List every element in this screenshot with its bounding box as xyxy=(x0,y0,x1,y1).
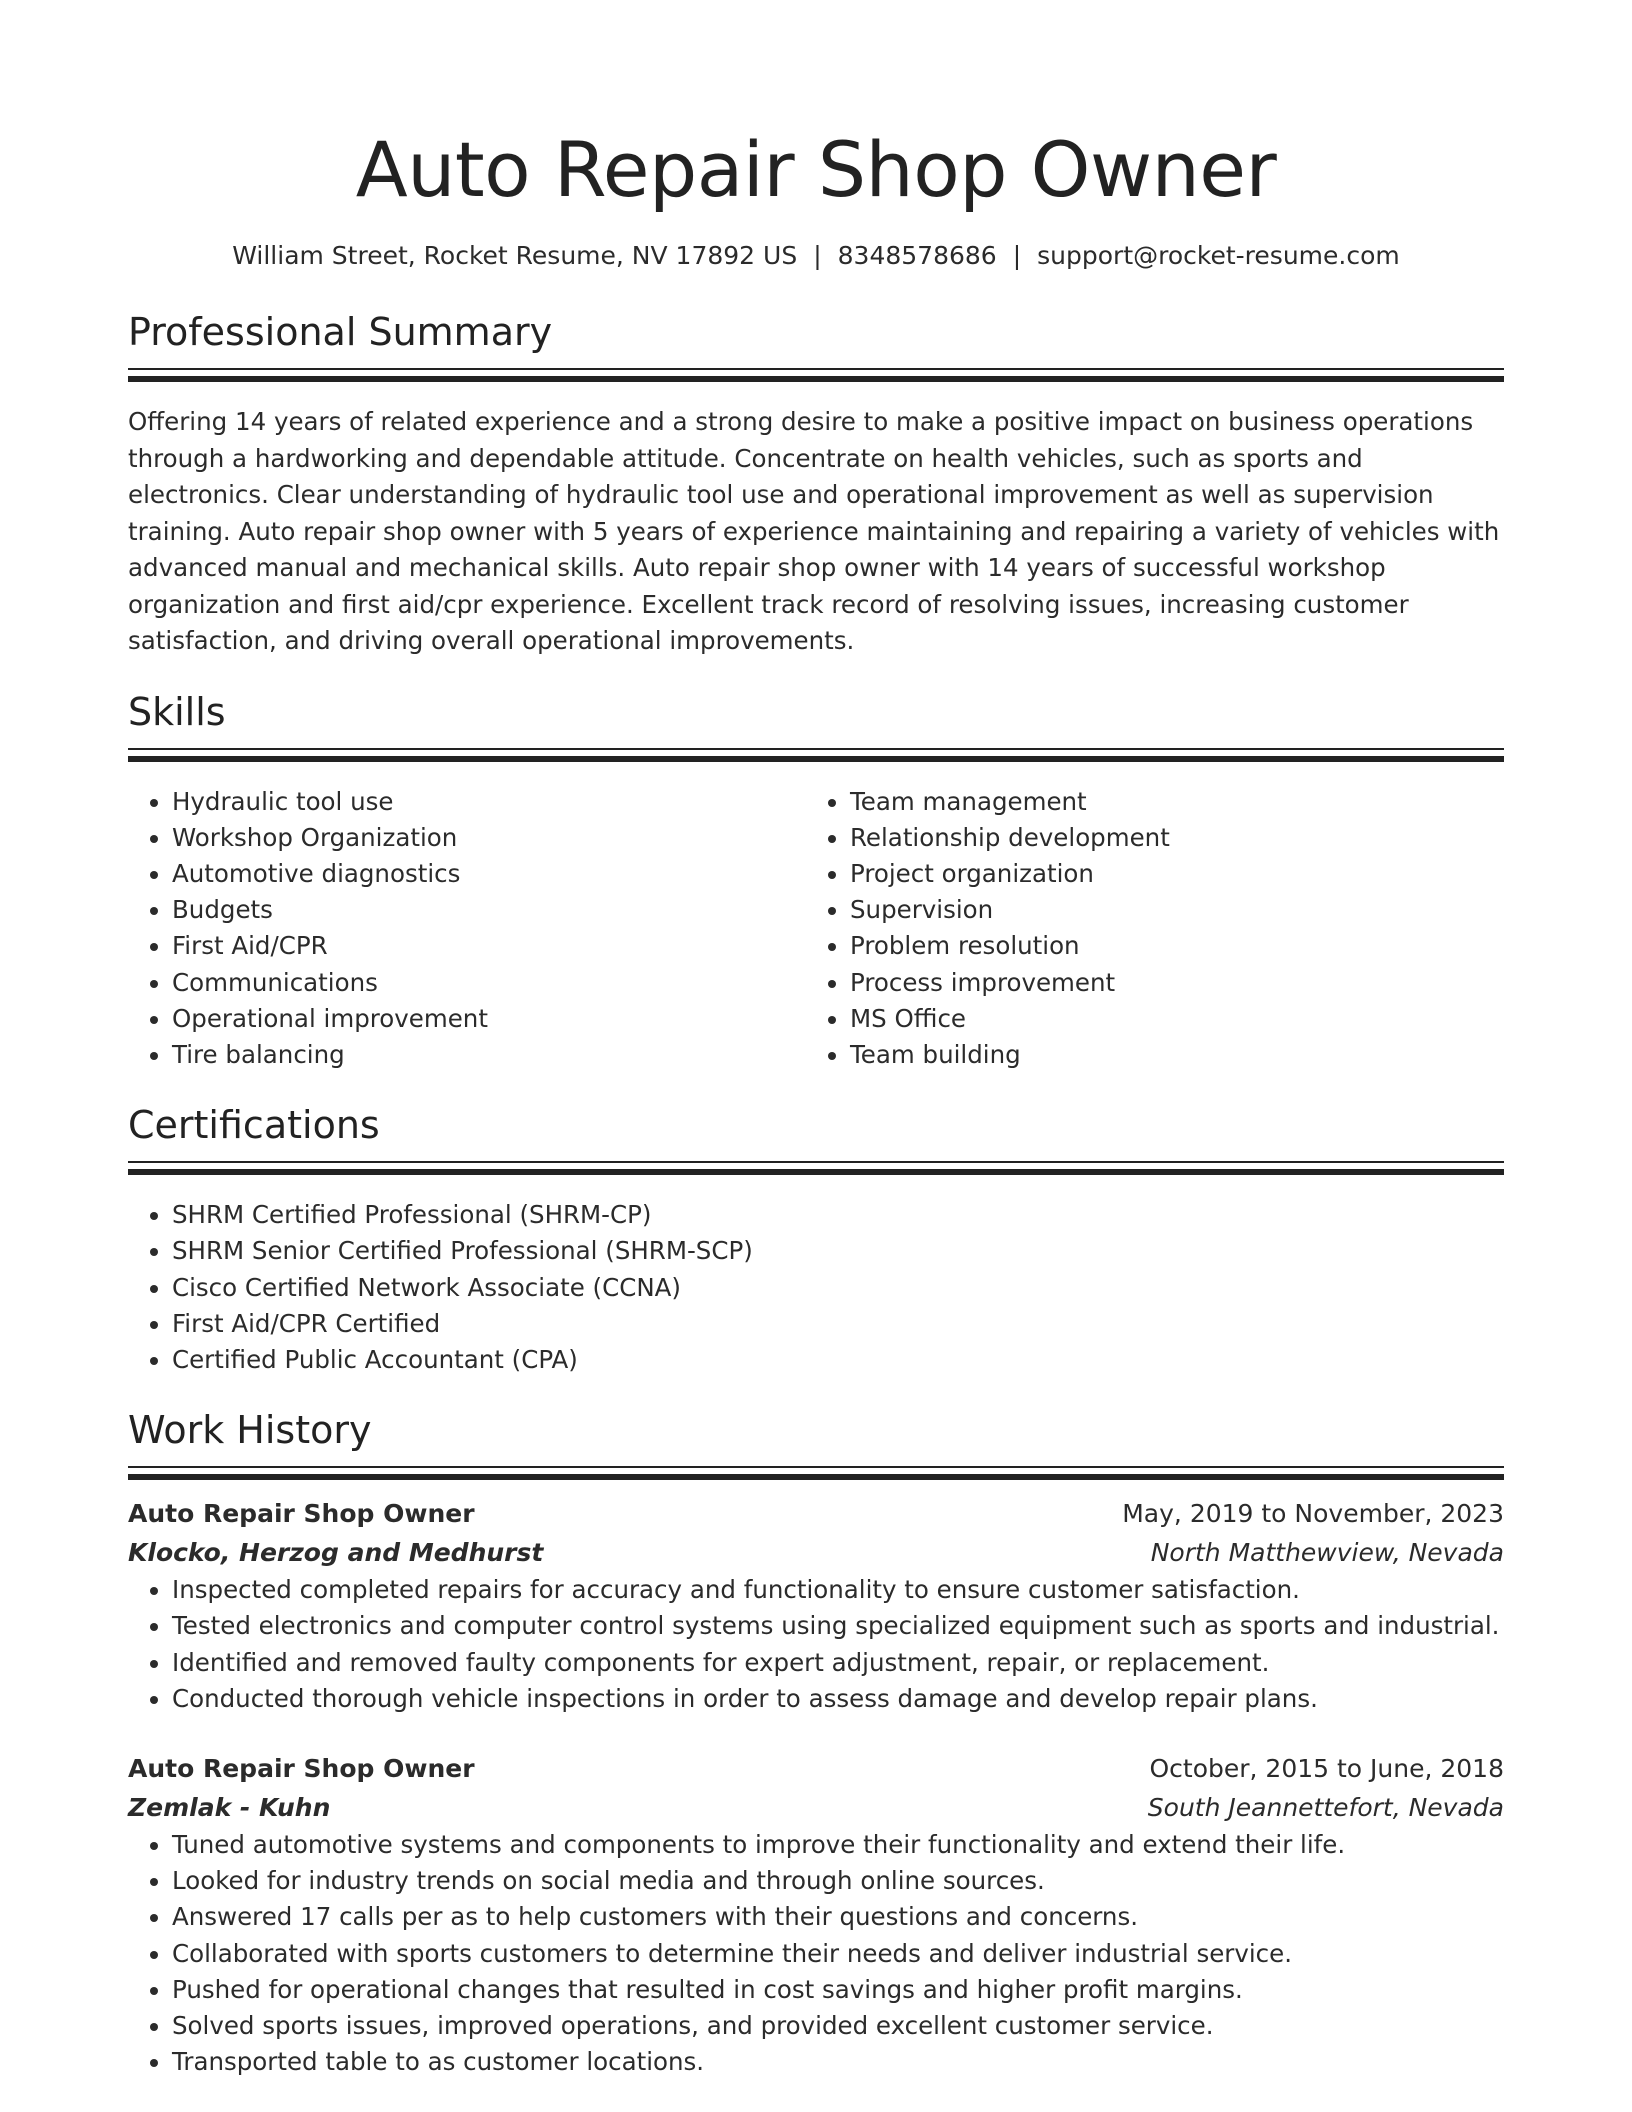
skills-column-left xyxy=(128,784,806,1074)
contact-separator: | xyxy=(1012,241,1022,270)
job-bullet: • Solved sports issues, improved operations, and provided excellent customer service. xyxy=(172,2008,1504,2044)
contact-separator: | xyxy=(813,241,822,270)
job-bullet: • Collaborated with sports customers to determine their needs and deliver industrial service. xyxy=(172,1936,1504,1972)
skill-item: • Project organization xyxy=(850,856,1484,892)
section-title-summary: Professional Summary xyxy=(128,310,553,354)
summary-section xyxy=(128,308,1504,660)
skill-item: • Automotive diagnostics xyxy=(172,856,806,892)
skill-item: • Relationship development xyxy=(850,820,1484,856)
section-divider xyxy=(128,1161,1504,1175)
job-bullet: • Looked for industry trends on social media and through online sources. xyxy=(172,1863,1504,1899)
job-entry xyxy=(128,1749,1504,2080)
section-divider xyxy=(128,1466,1504,1480)
job-location: South Jeannettefort, Nevada xyxy=(1147,1792,1504,1822)
certification-item: • Cisco Certified Network Associate (CCNA) xyxy=(172,1270,1504,1306)
skill-item: • First Aid/CPR xyxy=(172,928,806,964)
skills-columns xyxy=(128,784,1504,1074)
job-entry xyxy=(128,1494,1504,1717)
skill-item: • Team building xyxy=(850,1037,1484,1073)
section-divider xyxy=(128,368,1504,382)
summary-text: Offering 14 years of related experience and a strong desire to make a positive impact on business operations through a hardworking and dependable attitude. Concentrate on health vehicles, such as sports and electronics. Clear understanding of hydraulic tool use and operational improvement as well as supervision training. Auto repair shop owner with 5 years of experience maintaining and repairing a variety of vehicles with advanced manual and mechanical skills. Auto repair shop owner with 14 years of successful workshop organization and first aid/cpr experience. Excellent track record of resolving issues, increasing customer satisfaction, and driving overall operational improvements. xyxy=(128,407,1500,655)
skill-item: • Workshop Organization xyxy=(172,820,806,856)
section-divider xyxy=(128,748,1504,762)
job-dates: May, 2019 to November, 2023 xyxy=(1122,1499,1504,1529)
contact-phone: 8348578686 xyxy=(837,241,997,270)
skill-item: • Process improvement xyxy=(850,965,1484,1001)
skill-item: • Communications xyxy=(172,965,806,1001)
certification-item: • Certified Public Accountant (CPA) xyxy=(172,1342,1504,1378)
section-title-skills: Skills xyxy=(128,689,226,734)
certification-item: • First Aid/CPR Certified xyxy=(172,1306,1504,1342)
skills-column-right xyxy=(806,784,1484,1074)
resume-name: Auto Repair Shop Owner xyxy=(355,125,1277,214)
skill-item: • Budgets xyxy=(172,892,806,928)
job-bullet: • Answered 17 calls per as to help customers with their questions and concerns. xyxy=(172,1899,1504,1935)
job-title: Auto Repair Shop Owner xyxy=(128,1753,475,1783)
job-bullet: • Transported table to as customer locations. xyxy=(172,2044,1504,2080)
job-bullet: • Tested electronics and computer control systems using specialized equipment such as sports and industrial. xyxy=(172,1608,1504,1644)
job-location: North Matthewview, Nevada xyxy=(1150,1538,1504,1568)
job-company: Klocko, Herzog and Medhurst xyxy=(128,1538,544,1568)
certifications-section xyxy=(128,1101,1504,1378)
skills-section xyxy=(128,688,1504,1074)
job-bullet: • Inspected completed repairs for accuracy and functionality to ensure customer satisfaction. xyxy=(172,1572,1504,1608)
skill-item: • MS Office xyxy=(850,1001,1484,1037)
job-bullet: • Tuned automotive systems and components to improve their functionality and extend their life. xyxy=(172,1827,1504,1863)
work-history-section xyxy=(128,1406,1504,2080)
certification-item: • SHRM Senior Certified Professional (SHRM-SCP) xyxy=(172,1233,1504,1269)
job-title: Auto Repair Shop Owner xyxy=(128,1499,475,1529)
job-company: Zemlak - Kuhn xyxy=(128,1792,331,1822)
certification-item: • SHRM Certified Professional (SHRM-CP) xyxy=(172,1197,1504,1233)
skill-item: • Operational improvement xyxy=(172,1001,806,1037)
section-title-certifications: Certifications xyxy=(128,1103,380,1148)
skill-item: • Team management xyxy=(850,784,1484,820)
job-bullet: • Pushed for operational changes that resulted in cost savings and higher profit margins. xyxy=(172,1972,1504,2008)
skill-item: • Hydraulic tool use xyxy=(172,784,806,820)
contact-line xyxy=(128,240,1504,272)
job-dates: October, 2015 to June, 2018 xyxy=(1149,1753,1504,1783)
skill-item: • Supervision xyxy=(850,892,1484,928)
job-bullet: • Identified and removed faulty components for expert adjustment, repair, or replacement. xyxy=(172,1645,1504,1681)
contact-address: William Street, Rocket Resume, NV 17892 US xyxy=(232,241,798,270)
section-title-work-history: Work History xyxy=(128,1408,372,1453)
skill-item: • Tire balancing xyxy=(172,1037,806,1073)
contact-email[interactable]: support@rocket-resume.com xyxy=(1037,241,1400,270)
skill-item: • Problem resolution xyxy=(850,928,1484,964)
job-bullet: • Conducted thorough vehicle inspections in order to assess damage and develop repair plans. xyxy=(172,1681,1504,1717)
